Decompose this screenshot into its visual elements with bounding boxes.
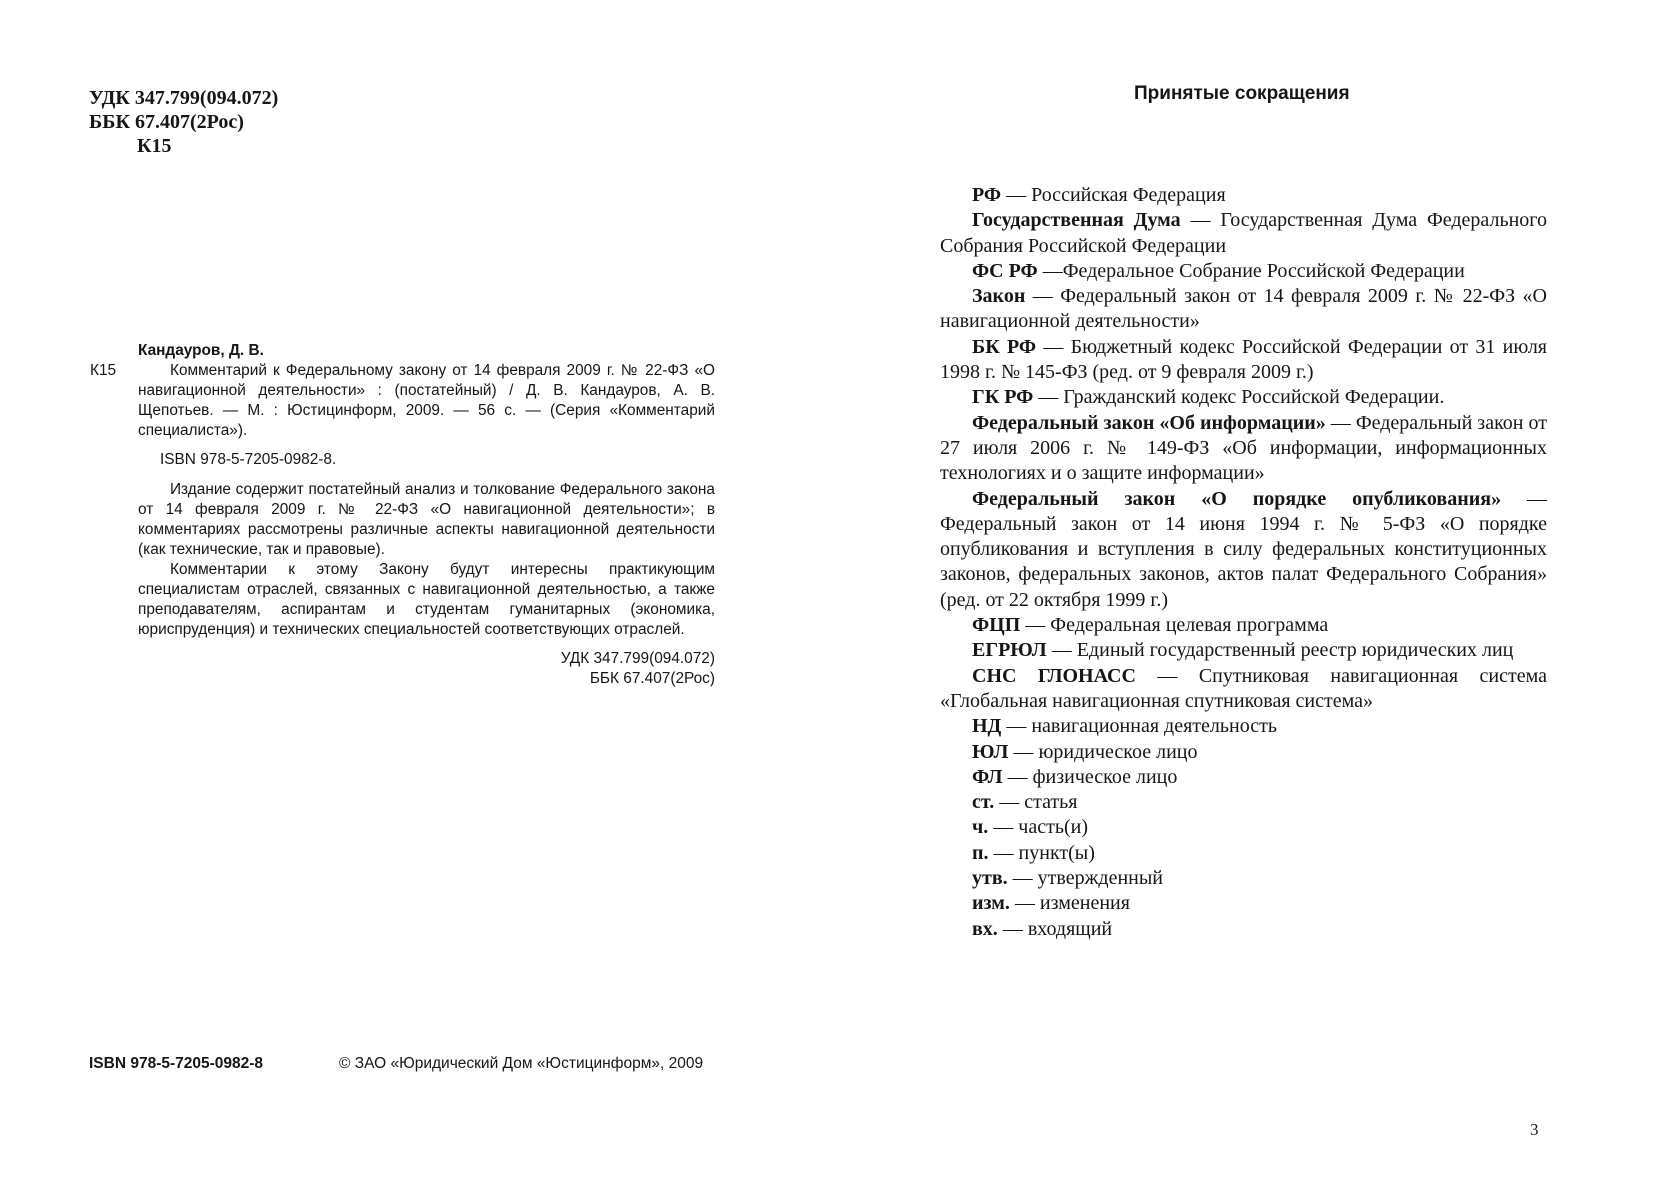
abbreviation-definition: — Гражданский кодекс Российской Федерации. — [1033, 386, 1445, 409]
abbreviation-definition: — Федеральный закон от 27 июля 2006 г. № 149-ФЗ «Об информации, информационных технологиях и о защите информации» — [940, 411, 1547, 485]
abbreviation-entry — [940, 335, 1547, 386]
abbreviation-entry — [940, 714, 1547, 739]
abbreviation-term: Закон — [972, 285, 1026, 308]
card-annotation-1: Издание содержит постатейный анализ и толкование Федерального закона от 14 февраля 2009 г. № 22-ФЗ «О навигационной деятельности»; в комментариях рассмотрены различные аспекты навигационной деятельности (как технические, так и правовые). — [138, 481, 715, 558]
abbreviation-term: Федеральный закон «О порядке опубликования» — [972, 487, 1502, 510]
abbreviation-entry — [940, 664, 1547, 715]
abbreviation-entry — [940, 613, 1547, 638]
right-page — [827, 0, 1654, 1199]
card-annotation-2: Комментарии к этому Закону будут интересны практикующим специалистам отраслей, связанных с навигационной деятельностью, а также преподавателям, аспирантам и студентам гуманитарных (экономика, юриспруденция) и технических специальностей соответствующих отраслей. — [138, 561, 715, 638]
card-codes — [90, 649, 715, 689]
abbreviation-entry — [940, 841, 1547, 866]
abbreviation-definition: — Федеральный закон от 14 февраля 2009 г. № 22-ФЗ «О навигационной деятельности» — [940, 285, 1547, 333]
card-author-mark: К15 — [90, 362, 117, 379]
abbreviation-entry — [940, 866, 1547, 891]
abbreviation-entry — [940, 183, 1547, 208]
abbreviation-entry — [940, 638, 1547, 663]
abbreviation-term: п. — [972, 841, 989, 864]
abbreviation-term: СНС ГЛОНАСС — [972, 664, 1136, 687]
abbreviation-definition: — навигационная деятельность — [1001, 715, 1277, 738]
abbreviation-entry — [940, 740, 1547, 765]
abbreviation-entry — [940, 790, 1547, 815]
abbreviation-definition: — статья — [994, 791, 1078, 814]
abbreviation-term: ч. — [972, 816, 989, 839]
abbreviation-definition: — входящий — [997, 917, 1113, 940]
abbreviation-term: ФС РФ — [972, 259, 1038, 282]
card-author: Кандауров, Д. В. — [138, 342, 264, 359]
abbreviation-term: ЮЛ — [972, 740, 1009, 763]
card-bbk: ББК 67.407(2Рос) — [589, 670, 715, 687]
abbreviation-definition: —Федеральное Собрание Российской Федерации — [1037, 259, 1465, 282]
abbreviation-term: ФЦП — [972, 614, 1021, 637]
abbreviation-term: ЕГРЮЛ — [972, 639, 1047, 662]
abbreviation-entry — [940, 917, 1547, 942]
catalog-card — [90, 341, 715, 689]
abbreviation-term: Федеральный закон «Об информации» — [972, 411, 1326, 434]
abbreviation-term: вх. — [972, 917, 998, 940]
abbreviation-term: Государственная Дума — [972, 209, 1181, 232]
abbreviation-definition: — Бюджетный кодекс Российской Федерации от 31 июля 1998 г. № 145-ФЗ (ред. от 9 февраля 2009 г.) — [940, 335, 1547, 384]
abbreviation-entry — [940, 411, 1547, 487]
abbreviation-term: НД — [972, 715, 1002, 738]
abbreviation-term: утв. — [972, 867, 1008, 890]
abbreviation-definition: — Федеральная целевая программа — [1020, 614, 1329, 637]
abbreviation-definition: — физическое лицо — [1002, 765, 1178, 788]
abbreviation-entry — [940, 385, 1547, 410]
abbreviation-entry — [940, 208, 1547, 259]
page-title: Принятые сокращения — [1134, 83, 1350, 104]
bbk-code: ББК 67.407(2Рос) — [89, 111, 244, 133]
abbreviation-term: ФЛ — [972, 765, 1003, 788]
card-isbn: ISBN 978-5-7205-0982-8. — [160, 451, 337, 468]
abbreviation-term: ГК РФ — [972, 386, 1034, 409]
abbreviation-definition: — часть(и) — [988, 816, 1088, 839]
abbreviation-definition: — пункт(ы) — [988, 841, 1095, 864]
abbreviation-entry — [940, 487, 1547, 613]
abbreviation-definition: — Федеральный закон от 14 июня 1994 г. № 5-ФЗ «О порядке опубликования и вступления в силу федеральных конституционных законов, федеральных законов, актов палат Федерального Собрания» (ред. от 22 октября 1999 г.) — [940, 487, 1548, 611]
abbreviation-definition: — утвержденный — [1007, 867, 1163, 890]
classification-block — [89, 86, 278, 158]
card-bibliographic-record: Комментарий к Федеральному закону от 14 февраля 2009 г. № 22-ФЗ «О навигационной деятельности» : (постатейный) / Д. В. Кандауров, А. В. Щепотьев. — М. : Юстицинформ, 2009. — 56 с. — (Серия «Комментарий специалиста»). — [138, 362, 715, 439]
footer-copyright: © ЗАО «Юридический Дом «Юстицинформ», 2009 — [339, 1055, 704, 1072]
abbreviation-entry — [940, 891, 1547, 916]
abbreviation-term: ст. — [972, 791, 995, 814]
page-number: 3 — [1530, 1120, 1539, 1139]
abbreviation-definition: — юридическое лицо — [1008, 740, 1198, 763]
footer-isbn: ISBN 978-5-7205-0982-8 — [89, 1055, 264, 1072]
abbreviation-entry — [940, 815, 1547, 840]
abbreviation-term: изм. — [972, 892, 1010, 915]
abbreviation-entry — [940, 284, 1547, 335]
abbreviation-entry — [940, 765, 1547, 790]
abbreviation-definition: — Единый государственный реестр юридических лиц — [1046, 639, 1514, 662]
abbreviation-list — [940, 183, 1547, 942]
abbreviation-definition: — изменения — [1009, 892, 1130, 915]
abbreviation-term: БК РФ — [972, 335, 1037, 358]
abbreviation-definition: — Российская Федерация — [1001, 184, 1226, 206]
abbreviation-term: РФ — [972, 184, 1002, 206]
abbreviation-entry — [940, 259, 1547, 284]
card-udk: УДК 347.799(094.072) — [560, 650, 715, 667]
abbreviation-definition: — Спутниковая навигационная система «Глобальная навигационная спутниковая система» — [940, 664, 1547, 712]
udk-code: УДК 347.799(094.072) — [89, 87, 279, 109]
abbreviation-definition: — Государственная Дума Федерального Собрания Российской Федерации — [940, 209, 1547, 257]
author-mark: К15 — [137, 135, 172, 157]
